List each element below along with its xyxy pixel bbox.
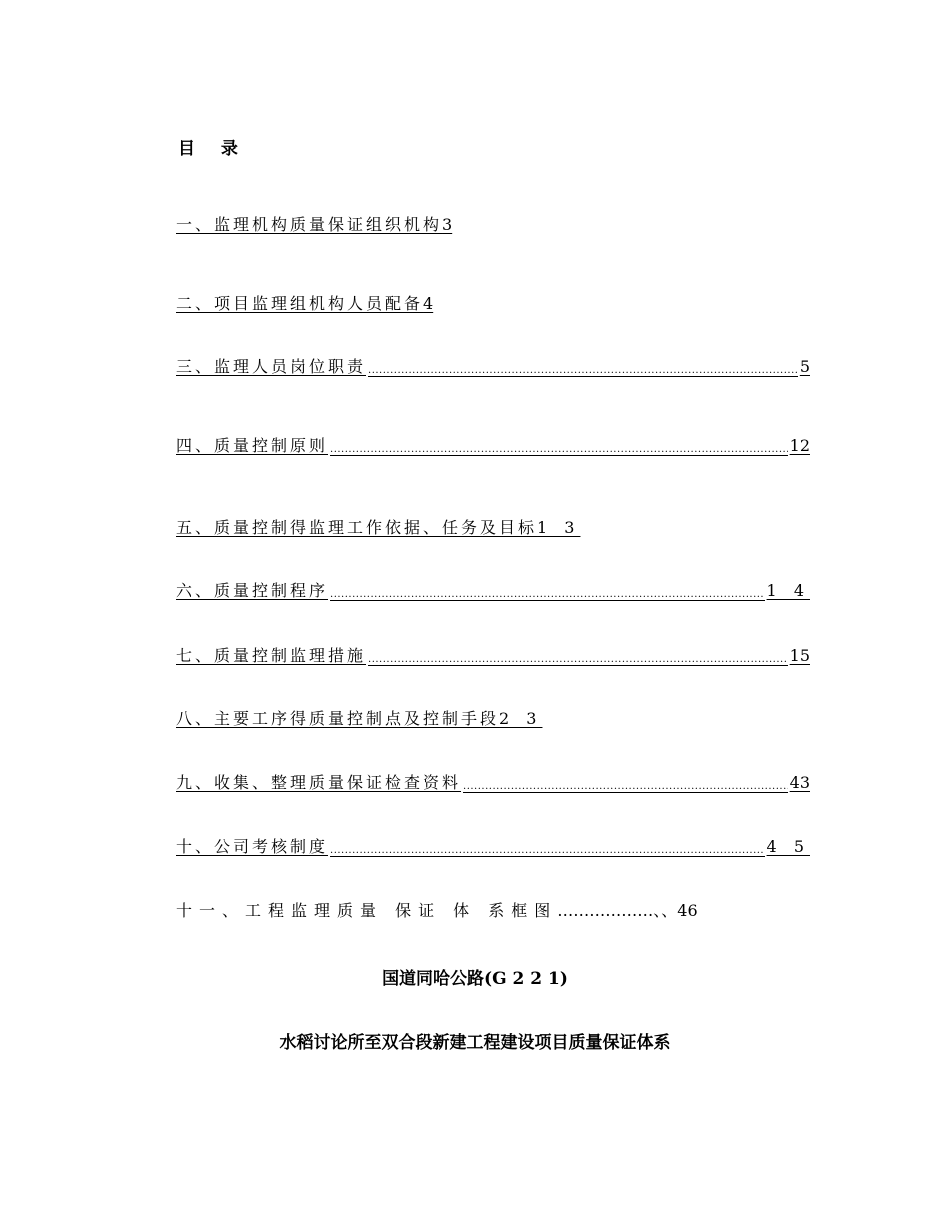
toc-entry-page: 15: [789, 646, 810, 665]
toc-leader-dots: [330, 443, 788, 457]
toc-entry[interactable]: [176, 293, 433, 315]
toc-entry-page: 1 3: [537, 518, 581, 537]
toc-entry-page: 4 5: [766, 837, 810, 856]
toc-leader-dots: [330, 588, 765, 602]
toc-entry-label: 三、监理人员岗位职责: [176, 357, 367, 376]
road-heading: 国道同哈公路(G 2 2 1): [382, 969, 568, 989]
toc-leader-dots: [330, 844, 765, 858]
toc-entry-label: 七、质量控制监理措施: [176, 646, 367, 665]
toc-entry-label: 四、质量控制原则: [176, 436, 329, 455]
toc-entry[interactable]: [176, 645, 810, 667]
toc-entry[interactable]: [176, 356, 810, 378]
toc-entry[interactable]: [176, 580, 810, 602]
toc-entry-label: 十一、工程监理质量 保证 体 系框图: [176, 901, 558, 920]
toc-entry-page: 1 4: [766, 581, 810, 600]
toc-leader-dots: [368, 364, 798, 378]
toc-entry-page: ………………、、46: [557, 901, 698, 920]
toc-entry[interactable]: [176, 214, 452, 236]
toc-entry-page: 5: [799, 357, 810, 376]
toc-leader-dots: [368, 653, 788, 667]
toc-entry-page: 43: [789, 773, 810, 792]
toc-entry-label: 五、质量控制得监理工作依据、任务及目标: [176, 518, 538, 537]
toc-entry[interactable]: [176, 900, 698, 922]
toc-entry-page: 3: [442, 215, 453, 234]
toc-leader-dots: [463, 780, 788, 794]
toc-entry-page: 12: [789, 436, 810, 455]
toc-entry-page: 2 3: [499, 709, 543, 728]
toc-entry-label: 六、质量控制程序: [176, 581, 329, 600]
toc-entry-label: 一、监理机构质量保证组织机构: [176, 215, 443, 234]
toc-entry[interactable]: [176, 708, 542, 730]
toc-entry-label: 十、公司考核制度: [176, 837, 329, 856]
toc-entry-label: 八、主要工序得质量控制点及控制手段: [176, 709, 500, 728]
toc-entry[interactable]: [176, 517, 580, 539]
toc-entry-label: 二、项目监理组机构人员配备: [176, 294, 424, 313]
toc-entry-page: 4: [423, 294, 434, 313]
toc-entry[interactable]: [176, 435, 810, 457]
toc-entry[interactable]: [176, 772, 810, 794]
toc-entry-label: 九、收集、整理质量保证检查资料: [176, 773, 462, 792]
toc-title: 目 录: [178, 139, 248, 159]
toc-entry[interactable]: [176, 836, 810, 858]
project-heading: 水稻讨论所至双合段新建工程建设项目质量保证体系: [279, 1033, 671, 1053]
